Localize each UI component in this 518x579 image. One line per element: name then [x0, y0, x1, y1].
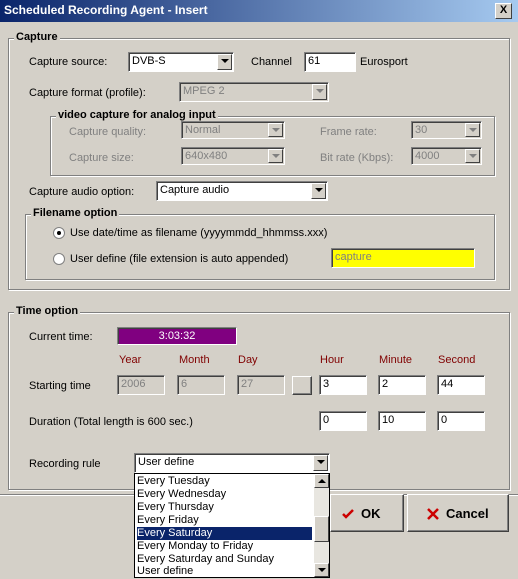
window-title: Scheduled Recording Agent - Insert [4, 3, 208, 17]
check-icon [341, 507, 355, 521]
scroll-thumb[interactable] [314, 516, 329, 542]
recording-rule-dropdown-list[interactable] [134, 473, 330, 578]
dropdown-option[interactable]: Every Friday [137, 514, 199, 526]
start-day-input[interactable] [237, 375, 285, 395]
channel-label: Channel [251, 56, 292, 68]
capture-quality-value: Normal [185, 124, 221, 136]
dropdown-option-selected[interactable]: Every Saturday [137, 527, 312, 540]
filename-datetime-radio[interactable] [53, 227, 65, 239]
cancel-button[interactable] [407, 494, 509, 532]
chevron-down-icon[interactable] [313, 455, 328, 471]
dropdown-option[interactable]: Every Saturday and Sunday [137, 553, 274, 565]
capture-size-label: Capture size: [69, 152, 134, 164]
capture-audio-select[interactable] [156, 181, 328, 201]
start-minute-value: 2 [382, 378, 389, 390]
frame-rate-select[interactable] [411, 121, 482, 139]
frame-rate-label: Frame rate: [320, 126, 377, 138]
dropdown-option[interactable]: User define [137, 566, 194, 577]
channel-input[interactable] [304, 52, 356, 72]
duration-second-value: 0 [441, 414, 448, 426]
start-second-value: 44 [441, 378, 454, 390]
bit-rate-select[interactable] [411, 147, 482, 165]
day-header: Day [238, 354, 258, 366]
chevron-down-icon[interactable] [268, 149, 283, 163]
capture-group-label: Capture [16, 31, 58, 43]
dropdown-option[interactable]: Every Monday to Friday [137, 540, 254, 552]
duration-minute-input[interactable] [378, 411, 426, 431]
recording-rule-label: Recording rule [29, 458, 101, 470]
capture-size-value: 640x480 [185, 150, 228, 162]
channel-value: 61 [308, 55, 321, 67]
start-year-value: 2006 [121, 378, 146, 390]
start-second-input[interactable] [437, 375, 485, 395]
dropdown-option[interactable]: Every Wednesday [137, 488, 227, 500]
capture-quality-select[interactable] [181, 121, 285, 139]
start-day-value: 27 [241, 378, 254, 390]
capture-audio-label: Capture audio option: [29, 186, 135, 198]
chevron-down-icon[interactable] [311, 183, 326, 199]
current-time-label: Current time: [29, 331, 93, 343]
capture-format-select[interactable] [179, 82, 329, 102]
filename-group-label: Filename option [33, 207, 118, 219]
starting-time-label: Starting time [29, 380, 91, 392]
capture-quality-label: Capture quality: [69, 126, 147, 138]
filename-group [25, 214, 495, 280]
start-minute-input[interactable] [378, 375, 426, 395]
recording-rule-value: User define [138, 456, 195, 468]
bit-rate-label: Bit rate (Kbps): [320, 152, 394, 164]
dropdown-scrollbar[interactable] [314, 474, 329, 577]
filename-user-input[interactable] [331, 248, 475, 268]
dropdown-option[interactable]: Every Tuesday [137, 475, 210, 487]
capture-size-select[interactable] [181, 147, 285, 165]
scroll-down-icon[interactable] [314, 563, 329, 577]
chevron-down-icon[interactable] [465, 123, 480, 137]
filename-userdefine-radio[interactable] [53, 253, 65, 265]
start-hour-value: 3 [323, 378, 330, 390]
time-option-group-label: Time option [16, 305, 79, 317]
bit-rate-value: 4000 [415, 150, 440, 162]
chevron-down-icon[interactable] [312, 84, 327, 100]
title-bar [0, 0, 518, 22]
year-header: Year [119, 354, 142, 366]
start-month-input[interactable] [177, 375, 225, 395]
dropdown-option[interactable]: Every Thursday [137, 501, 214, 513]
cancel-label: Cancel [446, 506, 489, 521]
filename-datetime-label: Use date/time as filename (yyyymmdd_hhmmss.xxx) [70, 227, 328, 239]
close-button[interactable]: X [495, 3, 512, 19]
frame-rate-value: 30 [415, 124, 428, 136]
ok-button[interactable] [330, 494, 404, 532]
duration-second-input[interactable] [437, 411, 485, 431]
current-time-value: 3:03:32 [158, 330, 196, 342]
current-time-display [117, 327, 237, 345]
minute-header: Minute [379, 354, 413, 366]
second-header: Second [438, 354, 476, 366]
ok-label: OK [361, 506, 381, 521]
date-picker-button[interactable] [292, 376, 312, 395]
capture-format-value: MPEG 2 [183, 85, 225, 97]
capture-audio-value: Capture audio [160, 184, 230, 196]
duration-label: Duration (Total length is 600 sec.) [29, 416, 193, 428]
hour-header: Hour [320, 354, 344, 366]
start-hour-input[interactable] [319, 375, 367, 395]
duration-minute-value: 10 [382, 414, 395, 426]
chevron-down-icon[interactable] [465, 149, 480, 163]
month-header: Month [179, 354, 210, 366]
start-year-input[interactable] [117, 375, 165, 395]
capture-source-label: Capture source: [29, 56, 108, 68]
filename-userdefine-label: User define (file extension is auto appended) [70, 253, 289, 265]
start-month-value: 6 [181, 378, 188, 390]
scroll-up-icon[interactable] [314, 474, 329, 488]
x-icon [426, 507, 440, 521]
capture-source-value: DVB-S [132, 55, 166, 67]
chevron-down-icon[interactable] [268, 123, 283, 137]
recording-rule-select[interactable] [134, 453, 330, 473]
duration-hour-input[interactable] [319, 411, 367, 431]
analog-capture-group-label: video capture for analog input [58, 109, 216, 121]
channel-name: Eurosport [360, 56, 408, 68]
chevron-down-icon[interactable] [217, 54, 232, 70]
capture-format-label: Capture format (profile): [29, 87, 146, 99]
duration-hour-value: 0 [323, 414, 330, 426]
filename-user-value: capture [335, 251, 372, 263]
capture-source-select[interactable] [128, 52, 234, 72]
